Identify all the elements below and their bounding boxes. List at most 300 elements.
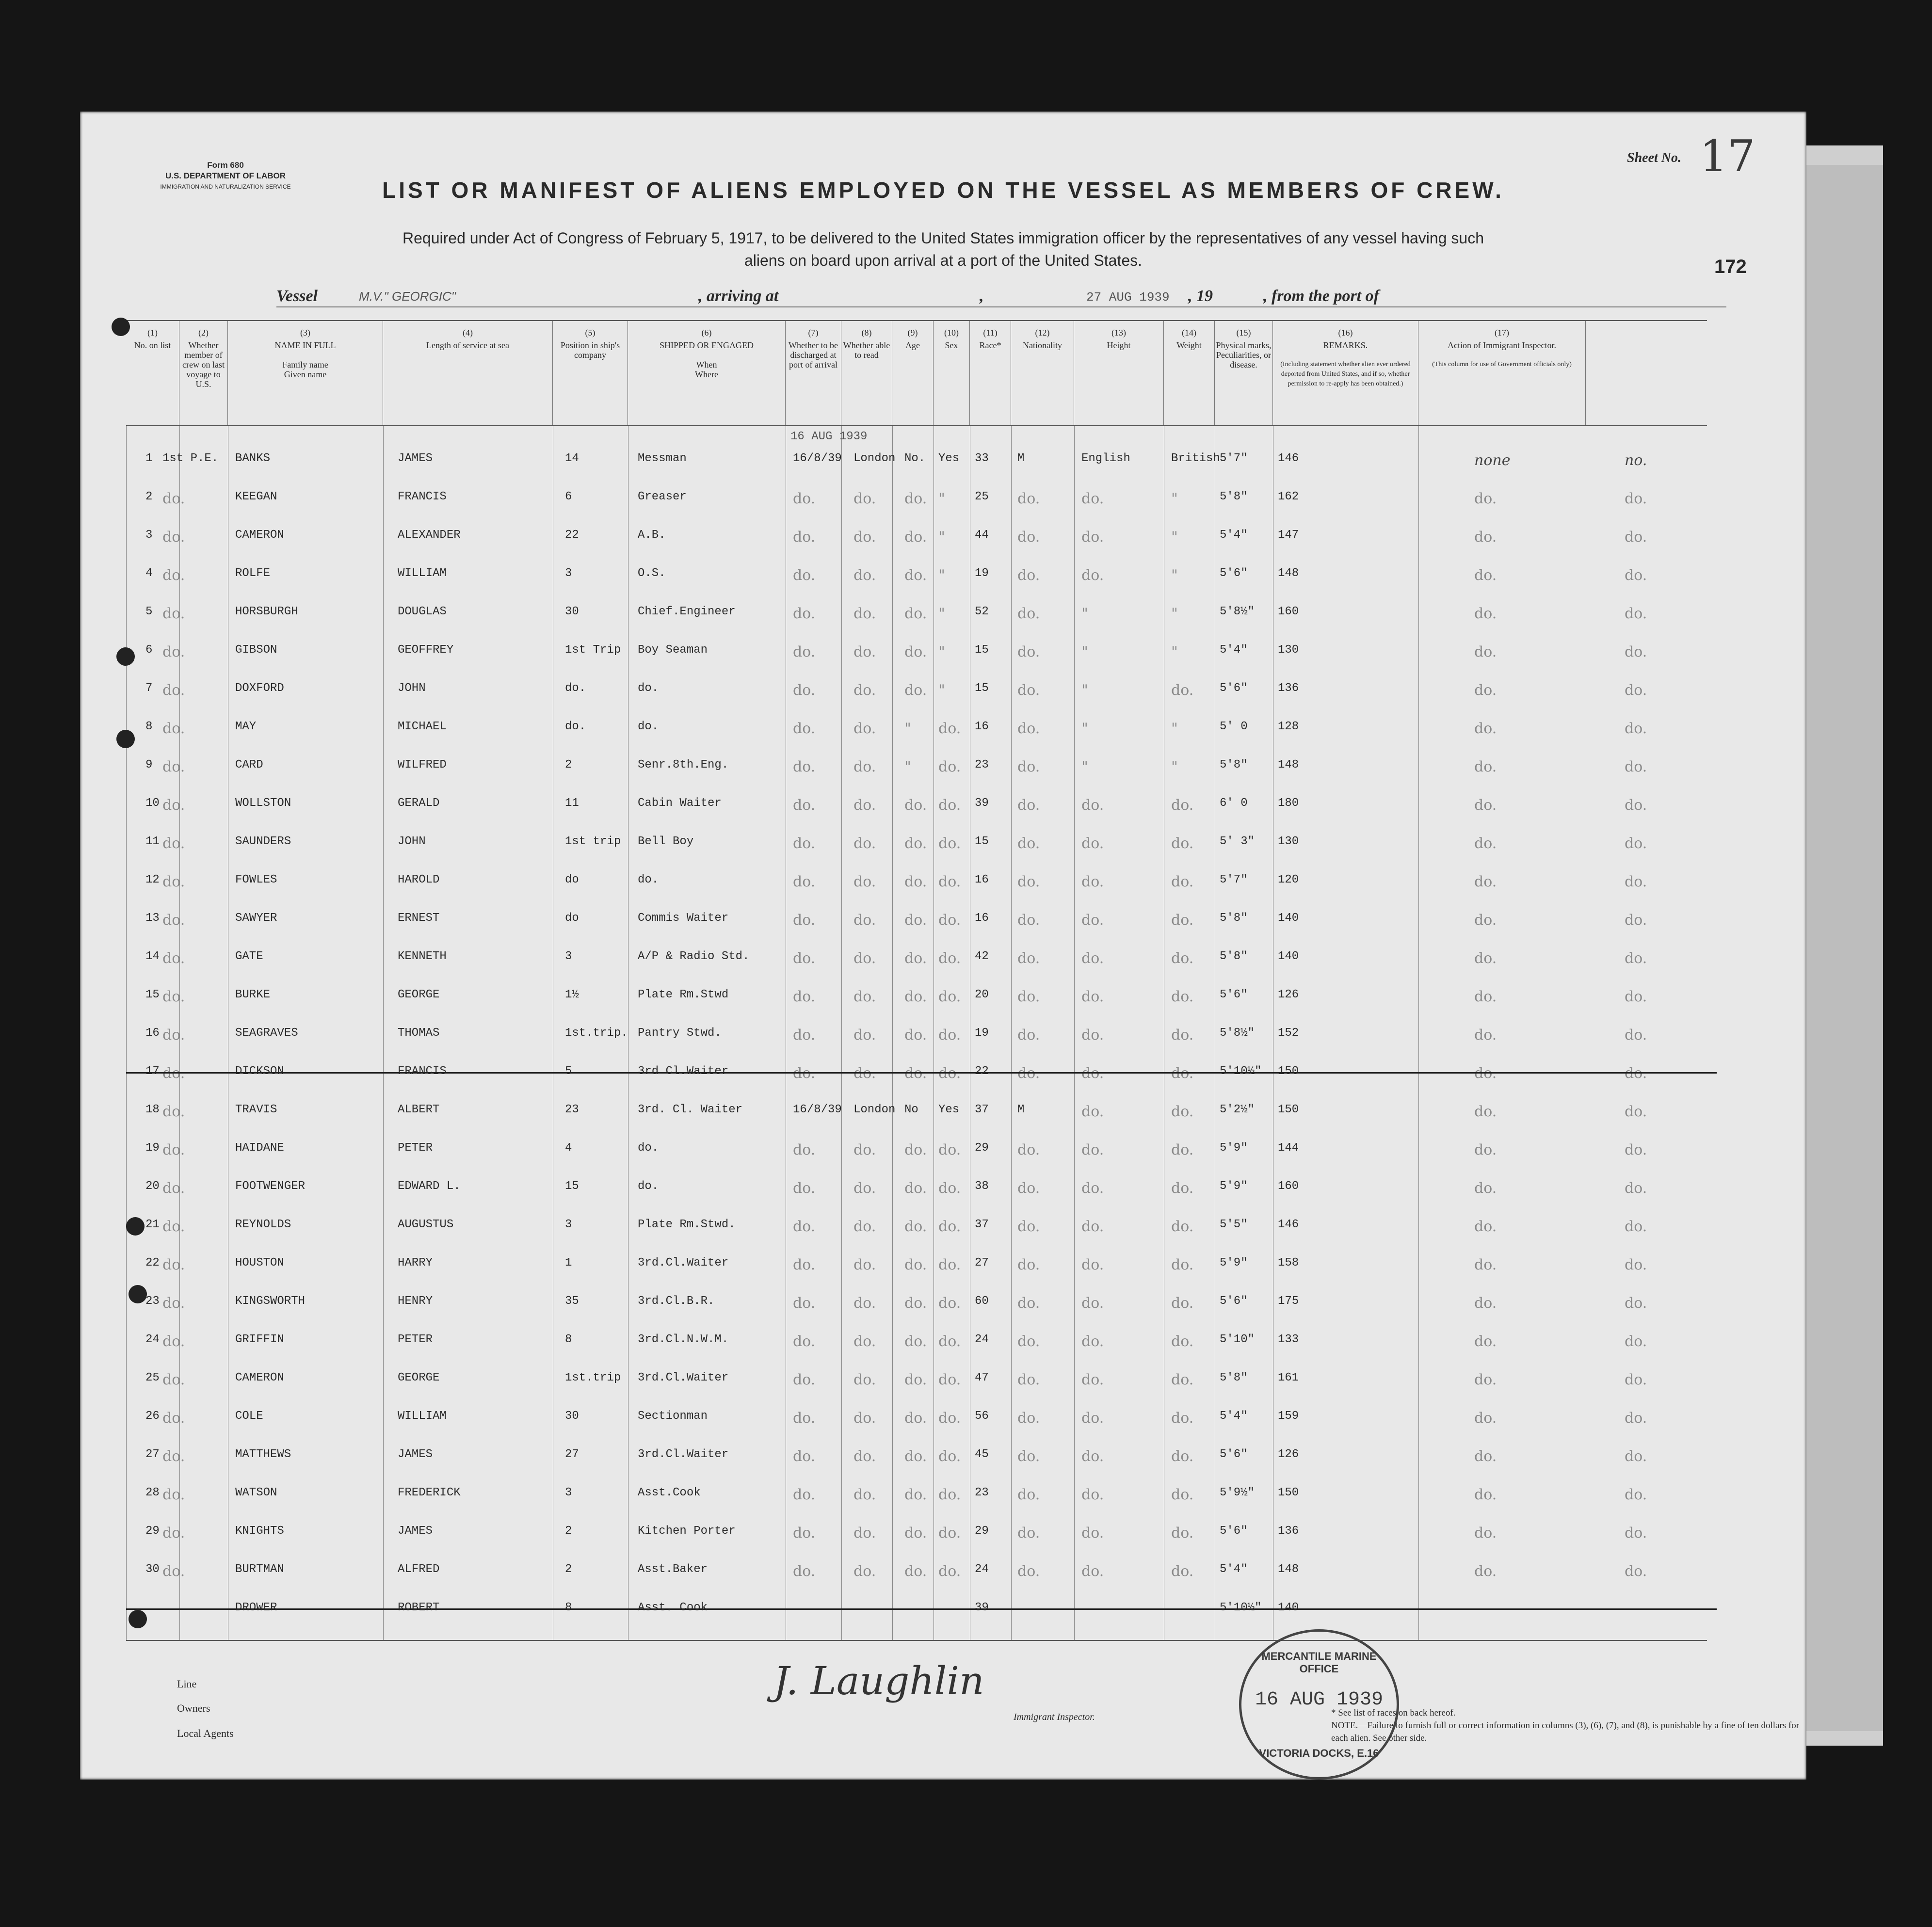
cell-able-to-read: do. — [938, 988, 961, 1005]
cell-discharged: do. — [904, 1180, 927, 1197]
column-label: Sex — [945, 340, 958, 350]
cell-shipped-where: do. — [853, 912, 876, 929]
table-row — [126, 820, 1707, 858]
subtitle-line-1: Required under Act of Congress of February 5, 1917, to be delivered to the United States immigration officer by the representatives of any vessel having such — [402, 229, 1484, 247]
cell-shipped-when: do. — [793, 912, 816, 929]
owners-label: Owners — [177, 1702, 210, 1714]
cell-row-number: 12 — [145, 873, 160, 886]
cell-able-to-read: " — [938, 605, 945, 622]
cell-shipped-where: do. — [853, 605, 876, 622]
cell-weight: 140 — [1278, 1601, 1299, 1614]
vessel-name: M.V." GEORGIC" — [359, 289, 456, 304]
column-number: (2) — [198, 328, 209, 337]
cell-family-name: SAWYER — [235, 912, 277, 925]
cell-height: 5'4" — [1220, 529, 1248, 542]
cell-remarks: do. — [1625, 1065, 1647, 1082]
cell-physical-marks: do. — [1474, 1563, 1497, 1580]
cell-height: 5'8" — [1220, 950, 1248, 963]
cell-family-name: WATSON — [235, 1486, 277, 1499]
vessel-line — [276, 287, 1726, 307]
cell-row-number: 21 — [145, 1218, 160, 1231]
stamp-bottom-text: VICTORIA DOCKS, E.16 — [1259, 1747, 1379, 1759]
cell-able-to-read: do. — [938, 1218, 961, 1235]
cell-physical-marks: do. — [1474, 1448, 1497, 1465]
cell-age: 29 — [975, 1141, 989, 1155]
cell-nationality: " — [1171, 567, 1178, 584]
cell-shipped-when: do. — [793, 605, 816, 622]
page-number: 172 — [1714, 256, 1747, 277]
cell-age: 15 — [975, 682, 989, 695]
cell-physical-marks: do. — [1474, 1410, 1497, 1427]
cell-last-voyage: do. — [162, 1525, 185, 1542]
cell-weight: 158 — [1278, 1256, 1299, 1269]
column-header-10 — [934, 321, 970, 425]
cell-given-name: FREDERICK — [398, 1486, 461, 1499]
cell-physical-marks: do. — [1474, 567, 1497, 584]
cell-height: 5'6" — [1220, 567, 1248, 580]
table-row — [126, 706, 1707, 743]
cell-family-name: HAIDANE — [235, 1141, 284, 1155]
cell-nationality: do. — [1171, 912, 1194, 929]
cell-last-voyage: do. — [162, 605, 185, 622]
cell-race: " — [1081, 682, 1088, 699]
cell-age: 25 — [975, 490, 989, 503]
cell-physical-marks: do. — [1474, 758, 1497, 775]
cell-given-name: KENNETH — [398, 950, 447, 963]
cell-last-voyage: do. — [162, 1563, 185, 1580]
cell-last-voyage: 1st P.E. — [162, 452, 219, 465]
cell-weight: 180 — [1278, 797, 1299, 810]
cell-last-voyage: do. — [162, 1218, 185, 1235]
cell-weight: 136 — [1278, 1525, 1299, 1538]
shipped-date-stamp: 16 AUG 1939 — [790, 430, 868, 443]
column-number: (15) — [1236, 328, 1251, 337]
cell-position: do. — [638, 873, 659, 886]
cell-age: 33 — [975, 452, 989, 465]
cell-weight: 120 — [1278, 873, 1299, 886]
cell-height: 5'4" — [1220, 1410, 1248, 1423]
cell-weight: 161 — [1278, 1371, 1299, 1384]
cell-weight: 160 — [1278, 605, 1299, 618]
cell-able-to-read: Yes — [938, 452, 960, 465]
cell-discharged: do. — [904, 1486, 927, 1503]
cell-height: 5'8½" — [1220, 1027, 1255, 1040]
cell-sex: do. — [1017, 567, 1040, 584]
cell-sex: do. — [1017, 950, 1040, 967]
cell-physical-marks: do. — [1474, 643, 1497, 660]
cell-shipped-when: do. — [793, 1371, 816, 1388]
cell-age: 44 — [975, 529, 989, 542]
column-number: (11) — [983, 328, 998, 337]
cell-shipped-when: do. — [793, 1065, 816, 1082]
cell-physical-marks: do. — [1474, 797, 1497, 814]
cell-race: do. — [1081, 1410, 1104, 1427]
cell-given-name: WILFRED — [398, 758, 447, 771]
cell-nationality: do. — [1171, 1563, 1194, 1580]
cell-physical-marks: do. — [1474, 1103, 1497, 1120]
cell-race: do. — [1081, 1371, 1104, 1388]
cell-race: English — [1081, 452, 1130, 465]
cell-shipped-where: do. — [853, 758, 876, 775]
cell-height: 5'6" — [1220, 1525, 1248, 1538]
cell-remarks: do. — [1625, 1103, 1647, 1120]
column-header-1 — [126, 321, 179, 425]
column-sublabel-1: (This column for use of Government officials only) — [1432, 361, 1572, 368]
cell-remarks: do. — [1625, 988, 1647, 1005]
binder-hole — [129, 1610, 147, 1628]
department: U.S. DEPARTMENT OF LABOR — [165, 171, 286, 180]
cell-given-name: JAMES — [398, 452, 433, 465]
cell-weight: 148 — [1278, 1563, 1299, 1576]
cell-shipped-where: do. — [853, 720, 876, 737]
subtitle — [264, 227, 1622, 272]
cell-position: Sectionman — [638, 1410, 708, 1423]
cell-row-number: 25 — [145, 1371, 160, 1384]
cell-age: 23 — [975, 1486, 989, 1499]
cell-service-length: 14 — [565, 452, 579, 465]
cell-position: 3rd.Cl.Waiter — [638, 1371, 729, 1384]
cell-service-length: 5 — [565, 1065, 572, 1078]
cell-last-voyage: do. — [162, 1333, 185, 1350]
table-row — [126, 1012, 1707, 1050]
cell-given-name: GERALD — [398, 797, 440, 810]
cell-family-name: FOWLES — [235, 873, 277, 886]
column-header-4 — [383, 321, 553, 425]
cell-last-voyage: do. — [162, 1486, 185, 1503]
cell-race: do. — [1081, 988, 1104, 1005]
cell-service-length: do — [565, 912, 579, 925]
cell-weight: 146 — [1278, 452, 1299, 465]
cell-family-name: KINGSWORTH — [235, 1295, 306, 1308]
cell-shipped-when: do. — [793, 835, 816, 852]
cell-race: do. — [1081, 567, 1104, 584]
cell-weight: 140 — [1278, 950, 1299, 963]
cell-physical-marks: do. — [1474, 1065, 1497, 1082]
cell-shipped-when: do. — [793, 988, 816, 1005]
cell-service-length: 1st.trip — [565, 1371, 621, 1384]
column-sublabel-2: Given name — [284, 369, 327, 379]
cell-weight: 150 — [1278, 1103, 1299, 1116]
cell-age: 42 — [975, 950, 989, 963]
inspector-label: Immigrant Inspector. — [1014, 1712, 1095, 1722]
column-header-9 — [892, 321, 934, 425]
cell-age: 16 — [975, 912, 989, 925]
cell-able-to-read: do. — [938, 1525, 961, 1542]
table-row — [126, 591, 1707, 628]
cell-row-number: 24 — [145, 1333, 160, 1346]
cell-service-length: 35 — [565, 1295, 579, 1308]
cell-physical-marks: do. — [1474, 1295, 1497, 1312]
cell-age: 19 — [975, 1027, 989, 1040]
cell-discharged: do. — [904, 1218, 927, 1235]
cell-shipped-where: do. — [853, 1448, 876, 1465]
cell-service-length: 2 — [565, 1563, 572, 1576]
cell-discharged: do. — [904, 529, 927, 546]
cell-age: 37 — [975, 1218, 989, 1231]
cell-remarks: do. — [1625, 758, 1647, 775]
table-row — [126, 1204, 1707, 1241]
cell-remarks: no. — [1625, 452, 1647, 469]
column-label: SHIPPED OR ENGAGED — [659, 340, 754, 350]
cell-nationality: " — [1171, 490, 1178, 507]
cell-height: 5'9½" — [1220, 1486, 1255, 1499]
cell-height: 5'10" — [1220, 1333, 1255, 1346]
cell-shipped-where: do. — [853, 1141, 876, 1158]
cell-row-number: 6 — [145, 643, 153, 657]
cell-last-voyage: do. — [162, 1065, 185, 1082]
column-label: Physical marks, Peculiarities, or disease. — [1216, 340, 1272, 369]
cell-shipped-when: do. — [793, 567, 816, 584]
manifest-page — [80, 112, 1806, 1780]
cell-last-voyage: do. — [162, 1027, 185, 1044]
cell-height: 5'9" — [1220, 1180, 1248, 1193]
table-row — [126, 1050, 1707, 1088]
cell-remarks: do. — [1625, 1027, 1647, 1044]
cell-shipped-when: do. — [793, 529, 816, 546]
cell-weight: 144 — [1278, 1141, 1299, 1155]
cell-height: 5'4" — [1220, 643, 1248, 657]
column-sublabel-2: Where — [695, 369, 718, 379]
cell-race: do. — [1081, 1563, 1104, 1580]
column-number: (12) — [1035, 328, 1050, 337]
cell-sex: do. — [1017, 682, 1040, 699]
sheet-number: 17 — [1700, 131, 1755, 182]
cell-able-to-read: do. — [938, 1027, 961, 1044]
column-header-2 — [179, 321, 228, 425]
crew-table — [126, 320, 1707, 1641]
cell-shipped-when: do. — [793, 1563, 816, 1580]
cell-sex: do. — [1017, 1180, 1040, 1197]
cell-shipped-where: do. — [853, 1295, 876, 1312]
cell-discharged: do. — [904, 835, 927, 852]
table-row — [126, 1433, 1707, 1471]
column-label: REMARKS. — [1323, 340, 1368, 350]
cell-race: do. — [1081, 797, 1104, 814]
cell-age: 19 — [975, 567, 989, 580]
cell-height: 5'8" — [1220, 1371, 1248, 1384]
cell-shipped-when: 16/8/39 — [793, 452, 842, 465]
cell-shipped-where: do. — [853, 1410, 876, 1427]
cell-last-voyage: do. — [162, 529, 185, 546]
binder-hole — [116, 647, 135, 666]
cell-age: 38 — [975, 1180, 989, 1193]
cell-nationality: do. — [1171, 1371, 1194, 1388]
cell-given-name: ALEXANDER — [398, 529, 461, 542]
cell-able-to-read: do. — [938, 1486, 961, 1503]
cell-age: 27 — [975, 1256, 989, 1269]
cell-shipped-where: London — [853, 1103, 896, 1116]
cell-row-number: 30 — [145, 1563, 160, 1576]
cell-discharged: do. — [904, 490, 927, 507]
cell-physical-marks: do. — [1474, 1371, 1497, 1388]
stamp-date: 16 AUG 1939 — [1255, 1689, 1384, 1711]
cell-age: 52 — [975, 605, 989, 618]
cell-position: A/P & Radio Std. — [638, 950, 750, 963]
cell-nationality: " — [1171, 758, 1178, 775]
column-number: (17) — [1495, 328, 1509, 337]
cell-nationality: do. — [1171, 873, 1194, 890]
cell-nationality: do. — [1171, 1410, 1194, 1427]
cell-height: 5'2½" — [1220, 1103, 1255, 1116]
table-row — [126, 782, 1707, 820]
cell-given-name: GEORGE — [398, 1371, 440, 1384]
cell-physical-marks: do. — [1474, 1180, 1497, 1197]
cell-position: Bell Boy — [638, 835, 694, 848]
cell-remarks: do. — [1625, 1563, 1647, 1580]
cell-last-voyage: do. — [162, 950, 185, 967]
inspector-signature: J. Laughlin — [773, 1658, 984, 1703]
cell-age: 56 — [975, 1410, 989, 1423]
cell-row-number: 14 — [145, 950, 160, 963]
column-label: Nationality — [1023, 340, 1062, 350]
cell-last-voyage: do. — [162, 1180, 185, 1197]
cell-position: 3rd.Cl.Waiter — [638, 1448, 729, 1461]
form-number: Form 680 — [207, 161, 244, 170]
cell-physical-marks: do. — [1474, 1027, 1497, 1044]
cell-shipped-where: do. — [853, 1563, 876, 1580]
cell-last-voyage: do. — [162, 682, 185, 699]
cell-shipped-where: do. — [853, 1486, 876, 1503]
cell-position: do. — [638, 720, 659, 733]
cell-sex: do. — [1017, 1295, 1040, 1312]
cell-row-number: 9 — [145, 758, 153, 771]
cell-service-length: 8 — [565, 1333, 572, 1346]
cell-nationality: do. — [1171, 682, 1194, 699]
cell-shipped-where: do. — [853, 988, 876, 1005]
cell-given-name: ROBERT — [398, 1601, 440, 1614]
column-header-11 — [970, 321, 1011, 425]
cell-family-name: KNIGHTS — [235, 1525, 284, 1538]
column-number: (14) — [1182, 328, 1196, 337]
cell-sex: do. — [1017, 605, 1040, 622]
cell-discharged: do. — [904, 1448, 927, 1465]
cell-shipped-where: do. — [853, 490, 876, 507]
cell-able-to-read: Yes — [938, 1103, 960, 1116]
cell-height: 5'6" — [1220, 1295, 1248, 1308]
cell-last-voyage: do. — [162, 1103, 185, 1120]
cell-position: Plate Rm.Stwd — [638, 988, 729, 1001]
cell-weight: 150 — [1278, 1486, 1299, 1499]
cell-service-length: 11 — [565, 797, 579, 810]
cell-given-name: PETER — [398, 1141, 433, 1155]
cell-nationality: " — [1171, 605, 1178, 622]
table-row — [126, 859, 1707, 897]
cell-given-name: HENRY — [398, 1295, 433, 1308]
cell-remarks: do. — [1625, 1410, 1647, 1427]
cell-age: 15 — [975, 643, 989, 657]
cell-given-name: ERNEST — [398, 912, 440, 925]
cell-position: Greaser — [638, 490, 687, 503]
cell-position: Pantry Stwd. — [638, 1027, 722, 1040]
cell-discharged: do. — [904, 1027, 927, 1044]
cell-shipped-when: do. — [793, 758, 816, 775]
table-row — [126, 1280, 1707, 1318]
cell-family-name: KEEGAN — [235, 490, 277, 503]
cell-family-name: WOLLSTON — [235, 797, 291, 810]
cell-sex: do. — [1017, 1448, 1040, 1465]
cell-nationality: do. — [1171, 950, 1194, 967]
cell-service-length: 1st Trip — [565, 643, 621, 657]
cell-given-name: GEOFFREY — [398, 643, 454, 657]
cell-given-name: ALFRED — [398, 1563, 440, 1576]
cell-remarks: do. — [1625, 1333, 1647, 1350]
cell-family-name: BURTMAN — [235, 1563, 284, 1576]
cell-weight: 126 — [1278, 988, 1299, 1001]
cell-remarks: do. — [1625, 529, 1647, 546]
column-header-3 — [228, 321, 383, 425]
cell-discharged: do. — [904, 1256, 927, 1273]
cell-row-number: 5 — [145, 605, 153, 618]
cell-service-length: 27 — [565, 1448, 579, 1461]
cell-sex: do. — [1017, 797, 1040, 814]
cell-discharged: do. — [904, 1333, 927, 1350]
column-header-12 — [1011, 321, 1074, 425]
cell-position: Senr.8th.Eng. — [638, 758, 729, 771]
cell-nationality: do. — [1171, 1525, 1194, 1542]
cell-given-name: JOHN — [398, 682, 426, 695]
table-row — [126, 667, 1707, 705]
cell-physical-marks: do. — [1474, 1256, 1497, 1273]
table-row — [126, 552, 1707, 590]
cell-physical-marks: do. — [1474, 490, 1497, 507]
cell-race: " — [1081, 720, 1088, 737]
cell-family-name: BURKE — [235, 988, 271, 1001]
cell-physical-marks: do. — [1474, 988, 1497, 1005]
cell-service-length: 30 — [565, 605, 579, 618]
cell-last-voyage: do. — [162, 1371, 185, 1388]
column-label: Length of service at sea — [426, 340, 509, 350]
cell-service-length: 1st trip — [565, 835, 621, 848]
cell-height: 5'4" — [1220, 1563, 1248, 1576]
cell-physical-marks: do. — [1474, 1333, 1497, 1350]
table-row — [126, 1587, 1707, 1624]
cell-position: Kitchen Porter — [638, 1525, 736, 1538]
cell-age: 23 — [975, 758, 989, 771]
cell-family-name: COLE — [235, 1410, 263, 1423]
cell-family-name: BANKS — [235, 452, 271, 465]
cell-service-length: 15 — [565, 1180, 579, 1193]
cell-shipped-where: do. — [853, 682, 876, 699]
cell-last-voyage: do. — [162, 758, 185, 775]
cell-nationality: do. — [1171, 1065, 1194, 1082]
cell-able-to-read: " — [938, 643, 945, 660]
cell-remarks: do. — [1625, 950, 1647, 967]
cell-sex: M — [1017, 452, 1025, 465]
cell-race: do. — [1081, 1525, 1104, 1542]
column-header-6 — [628, 321, 786, 425]
cell-race: " — [1081, 605, 1088, 622]
footer-notes — [1331, 1707, 1806, 1745]
cell-remarks: do. — [1625, 1141, 1647, 1158]
cell-service-length: do. — [565, 720, 586, 733]
cell-remarks: do. — [1625, 567, 1647, 584]
cell-nationality: do. — [1171, 797, 1194, 814]
cell-row-number: 22 — [145, 1256, 160, 1269]
column-header-5 — [553, 321, 628, 425]
cell-weight: 146 — [1278, 1218, 1299, 1231]
cell-last-voyage: do. — [162, 490, 185, 507]
cell-age: 16 — [975, 873, 989, 886]
column-label: Height — [1107, 340, 1131, 350]
cell-discharged: do. — [904, 912, 927, 929]
cell-row-number: 1 — [145, 452, 153, 465]
cell-given-name: EDWARD L. — [398, 1180, 461, 1193]
cell-nationality: do. — [1171, 1218, 1194, 1235]
column-number: (10) — [944, 328, 959, 337]
races-note: * See list of races on back hereof. — [1331, 1708, 1456, 1718]
cell-row-number: 4 — [145, 567, 153, 580]
table-row — [126, 1127, 1707, 1165]
